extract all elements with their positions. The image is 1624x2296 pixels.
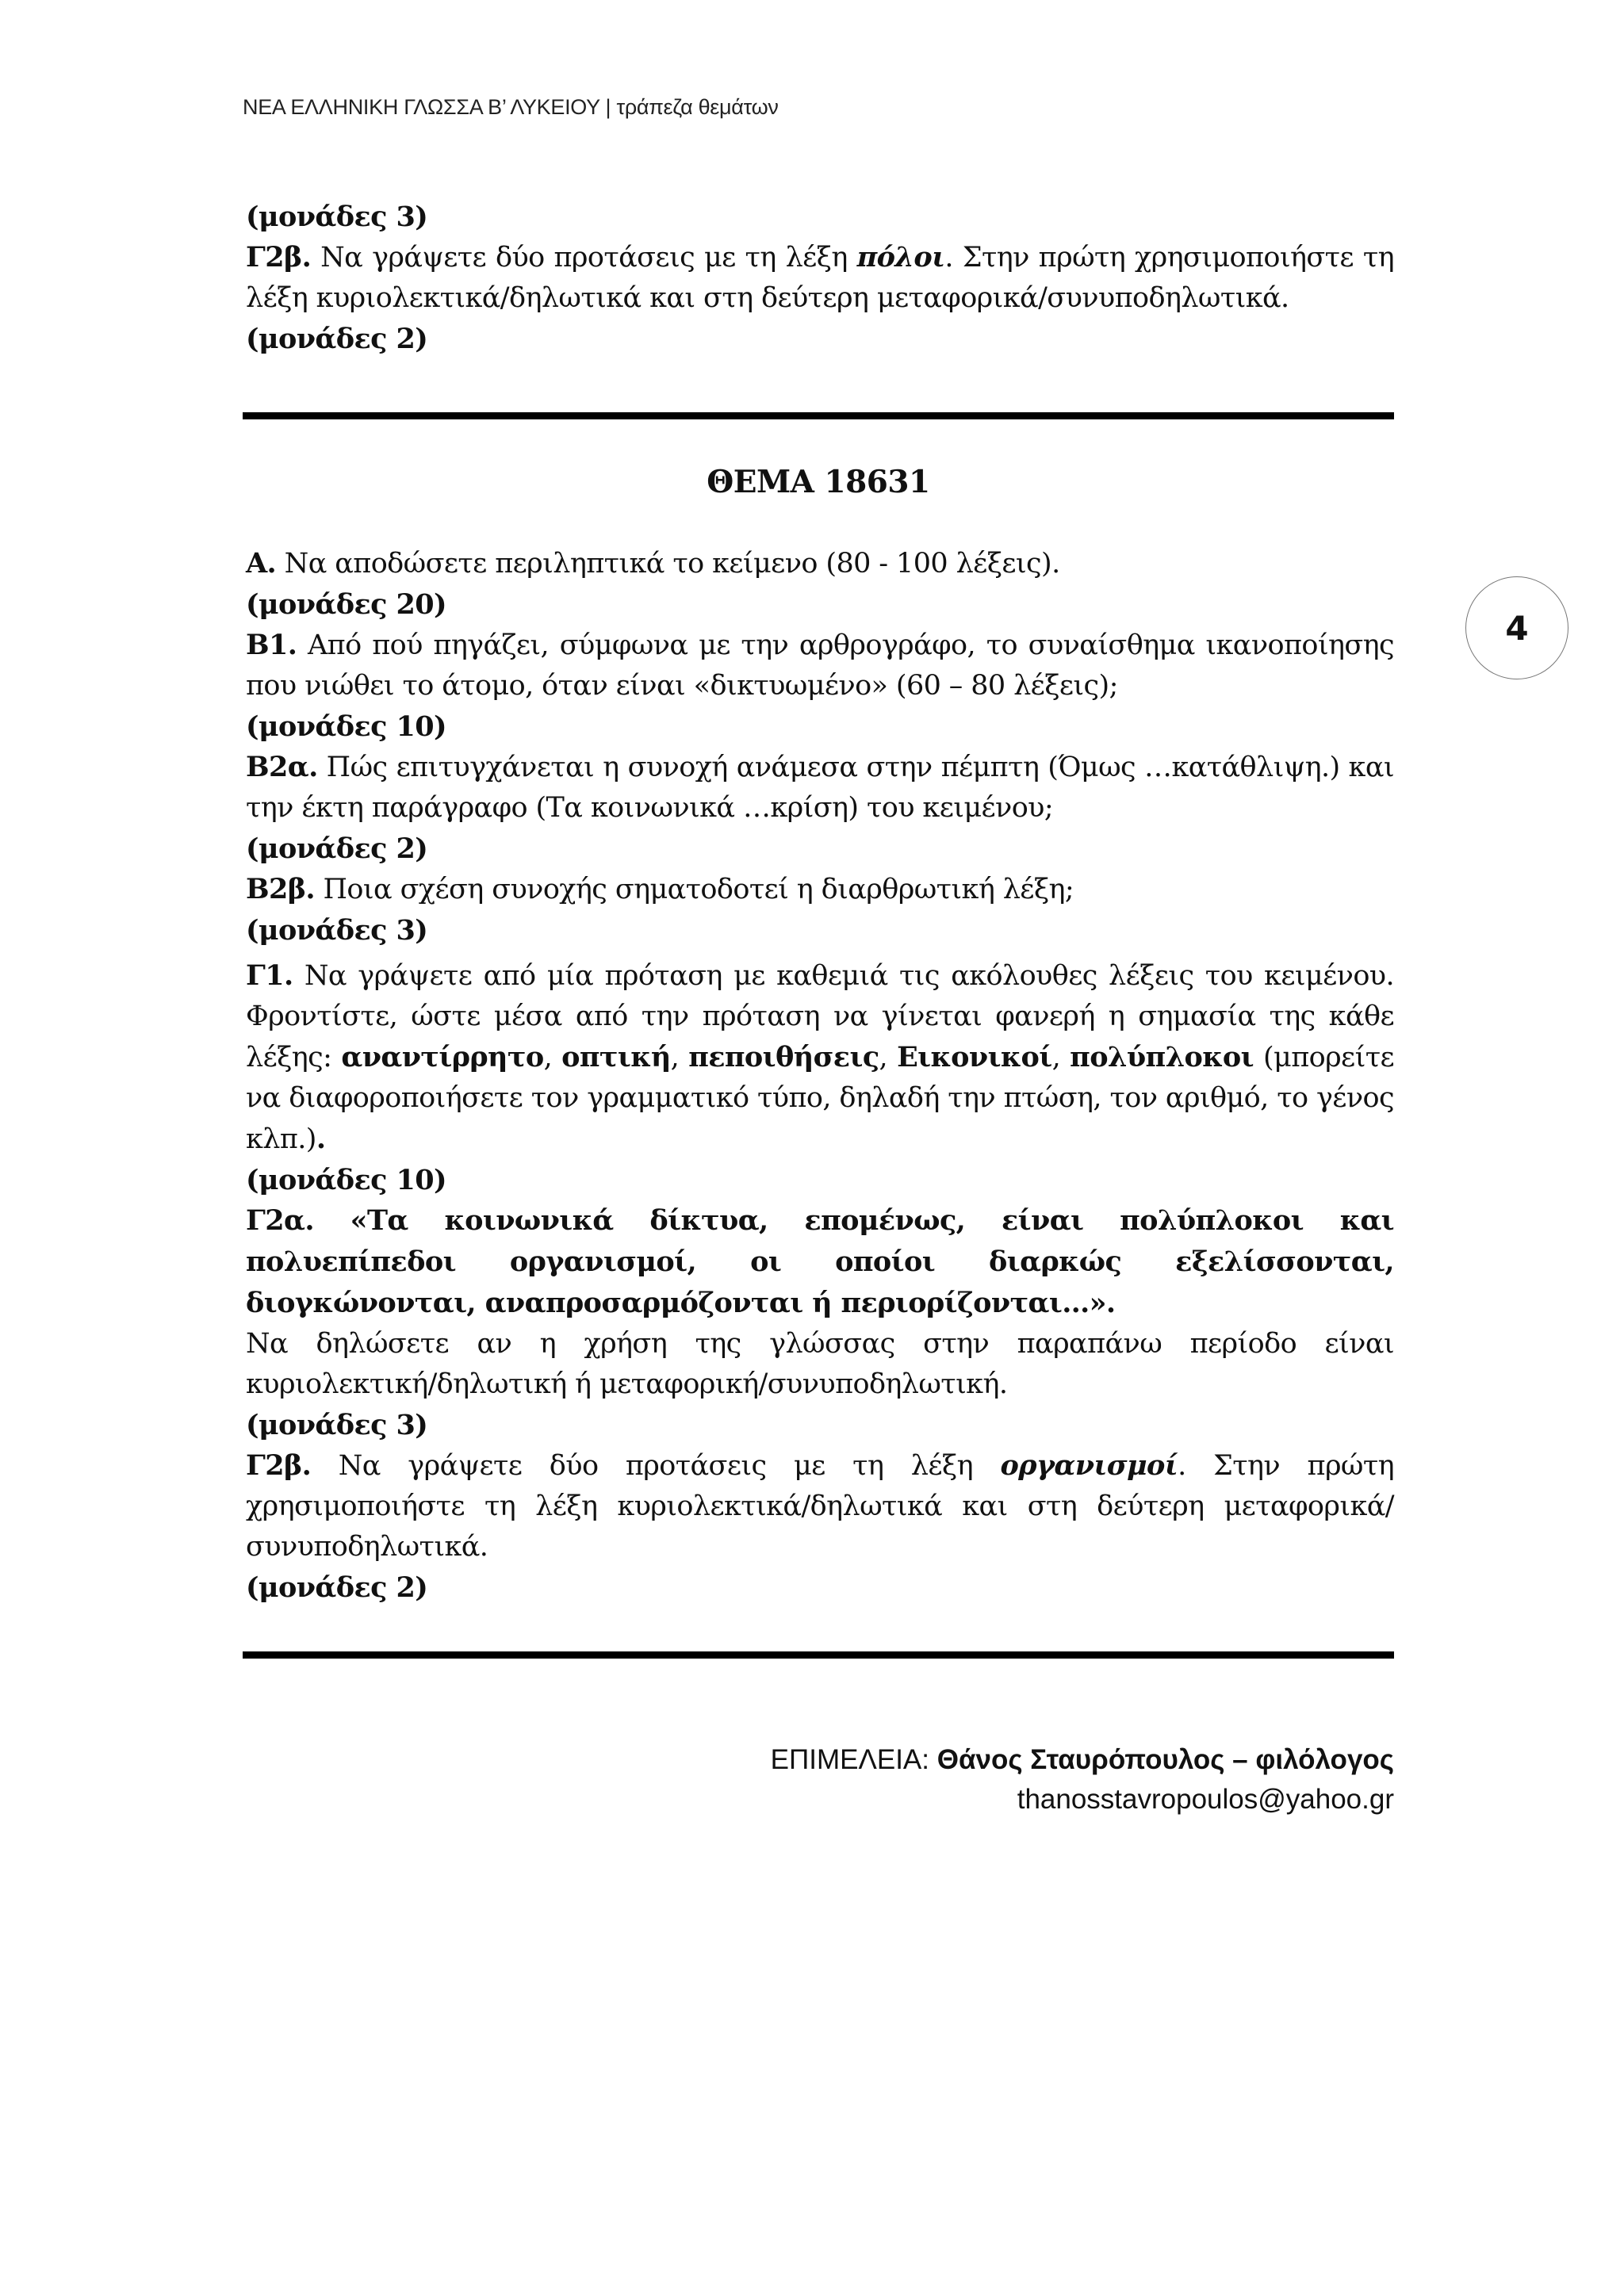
- question-label: Β2α.: [246, 751, 318, 783]
- section-divider: [243, 1651, 1394, 1659]
- page-number: 4: [1465, 576, 1568, 679]
- previous-topic-tail: [246, 197, 1394, 359]
- question-g2b-previous: [246, 237, 1394, 319]
- question-label: Γ1.: [246, 959, 293, 992]
- question-text: Να αποδώσετε περιληπτικά το κείμενο (80 - 100 λέξεις).: [276, 548, 1060, 580]
- question-label: Γ2β.: [246, 1449, 312, 1482]
- question-text: (μπορείτε να διαφοροποιήσετε τον γραμματικό τύπο, δηλαδή την πτώση, τον αριθμό, το γένος κλπ.): [246, 1042, 1394, 1155]
- question-b2a: [246, 747, 1394, 828]
- question-text: . Στην πρώτη χρησιμοποιήστε τη λέξη κυριολεκτικά/δηλωτικά και στη δεύτερη μεταφορικά/συνυποδηλωτικά.: [246, 1450, 1394, 1563]
- question-g2b: [246, 1445, 1394, 1567]
- question-text: Να γράψετε δύο προτάσεις με τη λέξη: [311, 1450, 1001, 1482]
- footer-credit: [771, 1740, 1394, 1780]
- question-label: Γ2α.: [246, 1204, 314, 1237]
- marks-label: (μονάδες 3): [246, 1409, 428, 1441]
- question-label: Α.: [246, 547, 277, 580]
- footer-label: ΕΠΙΜΕΛΕΙΑ:: [770, 1744, 937, 1775]
- question-b2b: [246, 869, 1394, 910]
- question-b1: [246, 625, 1394, 706]
- question-text: Ποια σχέση συνοχής σηματοδοτεί η διαρθρωτική λέξη;: [314, 874, 1074, 905]
- question-label: Γ2β.: [246, 241, 312, 274]
- question-g1: Γ1. Να γράψετε από μία πρόταση με καθεμιά τις ακόλουθες λέξεις του κειμένου. Φροντίστε, ώστε μέσα από την πρόταση να γίνεται φανερή η σημασία της κάθε λέξης: αναντίρρητο, οπτική, πεποιθήσεις, Εικονικοί, πολύπλοκοι (μπορείτε να διαφοροποιήσετε τον γραμματικό τύπο, δηλαδή την πτώση, τον αριθμό, το γένος κλπ.).: [246, 959, 1394, 1155]
- topic-title: ΘΕΜΑ 18631: [707, 464, 930, 500]
- marks-label: (μονάδες 3): [246, 201, 428, 233]
- question-g2a-text: Να δηλώσετε αν η χρήση της γλώσσας στην παραπάνω περίοδο είναι κυριολεκτική/δηλωτική ή μεταφορική/συνυποδηλωτική.: [246, 1328, 1394, 1400]
- quoted-passage: «Τα κοινωνικά δίκτυα, επομένως, είναι πολύπλοκοι και πολυεπίπεδοι οργανισμοί, οι οποίοι διαρκώς εξελίσσονται, διογκώνονται, αναπροσαρμόζονται ή περιορίζονται…».: [246, 1204, 1394, 1319]
- keyword: πόλοι: [856, 241, 945, 274]
- footer: [771, 1740, 1394, 1820]
- marks-label: (μονάδες 10): [246, 1164, 446, 1196]
- marks-label: (μονάδες 20): [246, 588, 446, 621]
- keyword: οπτική: [561, 1041, 671, 1073]
- question-a: [246, 543, 1394, 584]
- marks-label: (μονάδες 3): [246, 914, 428, 947]
- keyword: οργανισμοί: [1000, 1449, 1178, 1482]
- marks-label: (μονάδες 2): [246, 1571, 428, 1604]
- question-text: Από πού πηγάζει, σύμφωνα με την αρθρογράφο, το συναίσθημα ικανοποίησης που νιώθει το άτομο, όταν είναι «δικτυωμένο» (60 – 80 λέξεις);: [246, 629, 1394, 702]
- marks-label: (μονάδες 2): [246, 323, 428, 355]
- keyword: αναντίρρητο: [341, 1041, 544, 1073]
- question-text: . Στην πρώτη χρησιμοποιήστε τη λέξη κυριολεκτικά/δηλωτικά και στη δεύτερη μεταφορικά/συνυποδηλωτικά.: [246, 242, 1394, 314]
- running-header: ΝΕΑ ΕΛΛΗΝΙΚΗ ΓΛΩΣΣΑ Β’ ΛΥΚΕΙΟΥ | τράπεζα θεμάτων: [243, 95, 779, 119]
- question-text: Να γράψετε δύο προτάσεις με τη λέξη: [311, 242, 857, 274]
- topic-questions: [246, 543, 1394, 1608]
- question-text: Να γράψετε από μία πρόταση με καθεμιά τις ακόλουθες λέξεις του κειμένου. Φροντίστε, ώστε μέσα από την πρόταση να γίνεται φανερή η σημασία της κάθε λέξης:: [246, 960, 1394, 1073]
- question-g2a: [246, 1200, 1394, 1324]
- question-end: .: [316, 1123, 326, 1155]
- footer-author: Θάνος Σταυρόπουλος – φιλόλογος: [936, 1744, 1394, 1775]
- section-divider: [243, 412, 1394, 419]
- question-text: Πώς επιτυγχάνεται η συνοχή ανάμεσα στην πέμπτη (Όμως …κατάθλιψη.) και την έκτη παράγραφο (Τα κοινωνικά …κρίση) του κειμένου;: [246, 752, 1394, 824]
- question-label: Β1.: [246, 629, 297, 661]
- keyword: πολύπλοκοι: [1070, 1041, 1254, 1073]
- marks-label: (μονάδες 2): [246, 832, 428, 865]
- keyword: πεποιθήσεις: [688, 1041, 879, 1073]
- question-label: Β2β.: [246, 873, 315, 905]
- keyword: Εικονικοί: [897, 1041, 1052, 1073]
- marks-label: (μονάδες 10): [246, 710, 446, 743]
- footer-email: thanosstavropoulos@yahoo.gr: [1017, 1784, 1394, 1815]
